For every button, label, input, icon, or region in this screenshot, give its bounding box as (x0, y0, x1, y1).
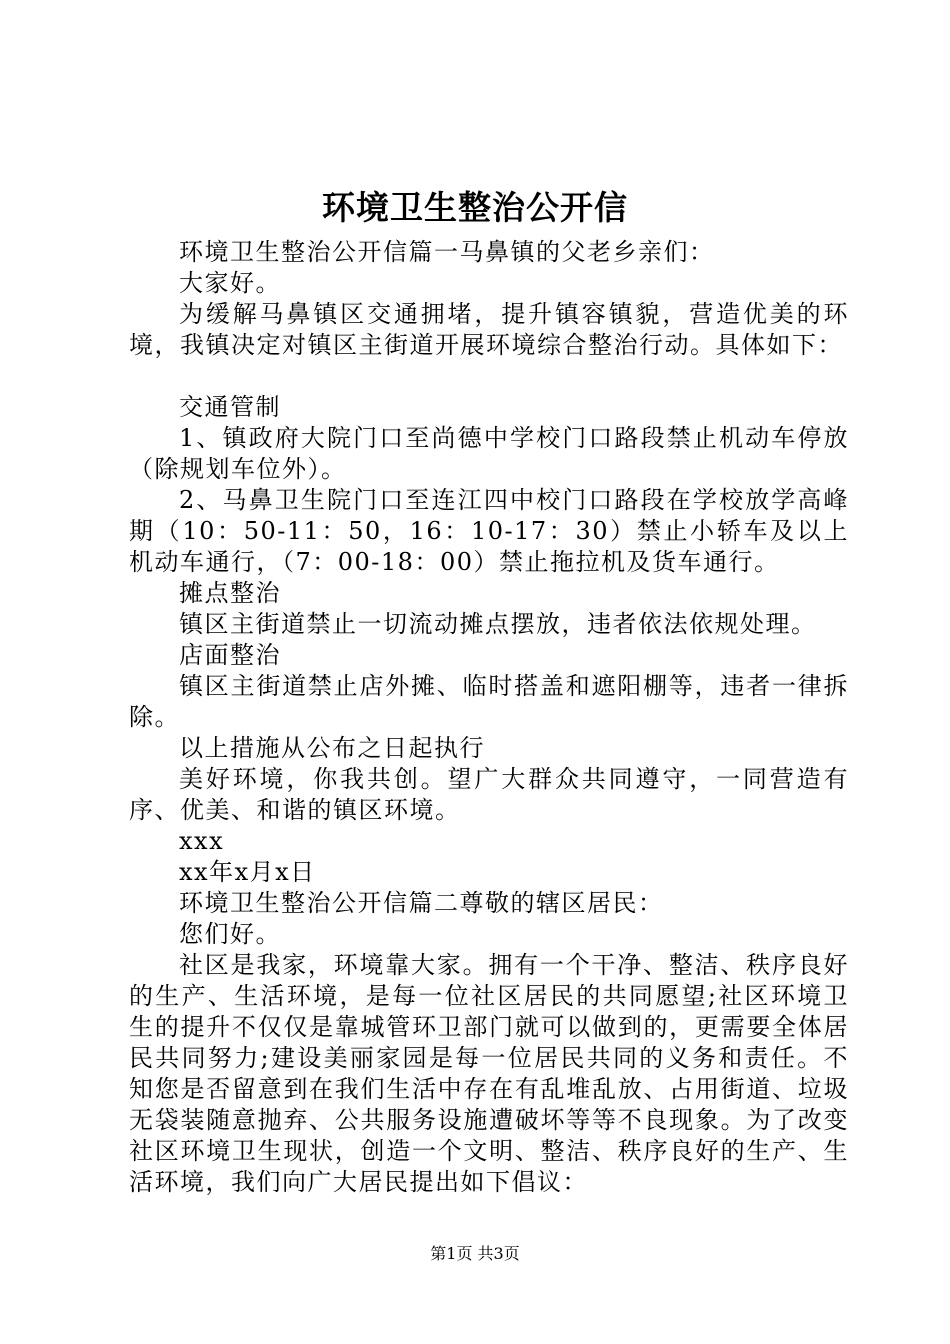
paragraph: 社区是我家，环境靠大家。拥有一个干净、整洁、秩序良好的生产、生活环境，是每一位社区居民的共同愿望;社区环境卫生的提升不仅仅是靠城管环卫部门就可以做到的，更需要全体居民共同努力;建设美丽家园是每一位居民共同的义务和责任。不知您是否留意到在我们生活中存在有乱堆乱放、占用街道、垃圾无袋装随意抛弃、公共服务设施遭破坏等等不良现象。为了改变社区环境卫生现状，创造一个文明、整洁、秩序良好的生产、生活环境，我们向广大居民提出如下倡议： (129, 951, 849, 1196)
paragraph: 您们好。 (179, 920, 281, 948)
paragraph: 大家好。 (179, 269, 281, 297)
paragraph: 以上措施从公布之日起执行 (179, 734, 485, 762)
paragraph: 2、马鼻卫生院门口至连江四中校门口路段在学校放学高峰期（10：50-11：50，16：10-17：30）禁止小轿车及以上机动车通行，（7：00-18：00）禁止拖拉机及货车通行。 (129, 486, 849, 576)
page-number-footer: 第1页 共3页 (430, 1244, 520, 1263)
section-heading: 店面整治 (179, 641, 281, 669)
paragraph: 美好环境，你我共创。望广大群众共同遵守，一同营造有序、优美、和谐的镇区环境。 (129, 765, 849, 824)
paragraph: 环境卫生整治公开信篇二尊敬的辖区居民： (179, 889, 664, 917)
document-body (129, 237, 849, 1198)
paragraph: 1、镇政府大院门口至尚德中学校门口路段禁止机动车停放（除规划车位外）。 (129, 424, 849, 483)
paragraph: 镇区主街道禁止店外摊、临时搭盖和遮阳棚等，违者一律拆除。 (129, 672, 849, 731)
signature: xxx (179, 827, 225, 855)
section-heading: 交通管制 (179, 393, 281, 421)
document-title: 环境卫生整治公开信 (322, 188, 628, 227)
section-heading: 摊点整治 (179, 579, 281, 607)
paragraph: 环境卫生整治公开信篇一马鼻镇的父老乡亲们： (179, 238, 715, 266)
date-line: xx年x月x日 (179, 858, 316, 886)
paragraph: 镇区主街道禁止一切流动摊点摆放，违者依法依规处理。 (179, 610, 817, 638)
paragraph: 为缓解马鼻镇区交通拥堵，提升镇容镇貌，营造优美的环境，我镇决定对镇区主街道开展环境综合整治行动。具体如下： (129, 300, 849, 359)
